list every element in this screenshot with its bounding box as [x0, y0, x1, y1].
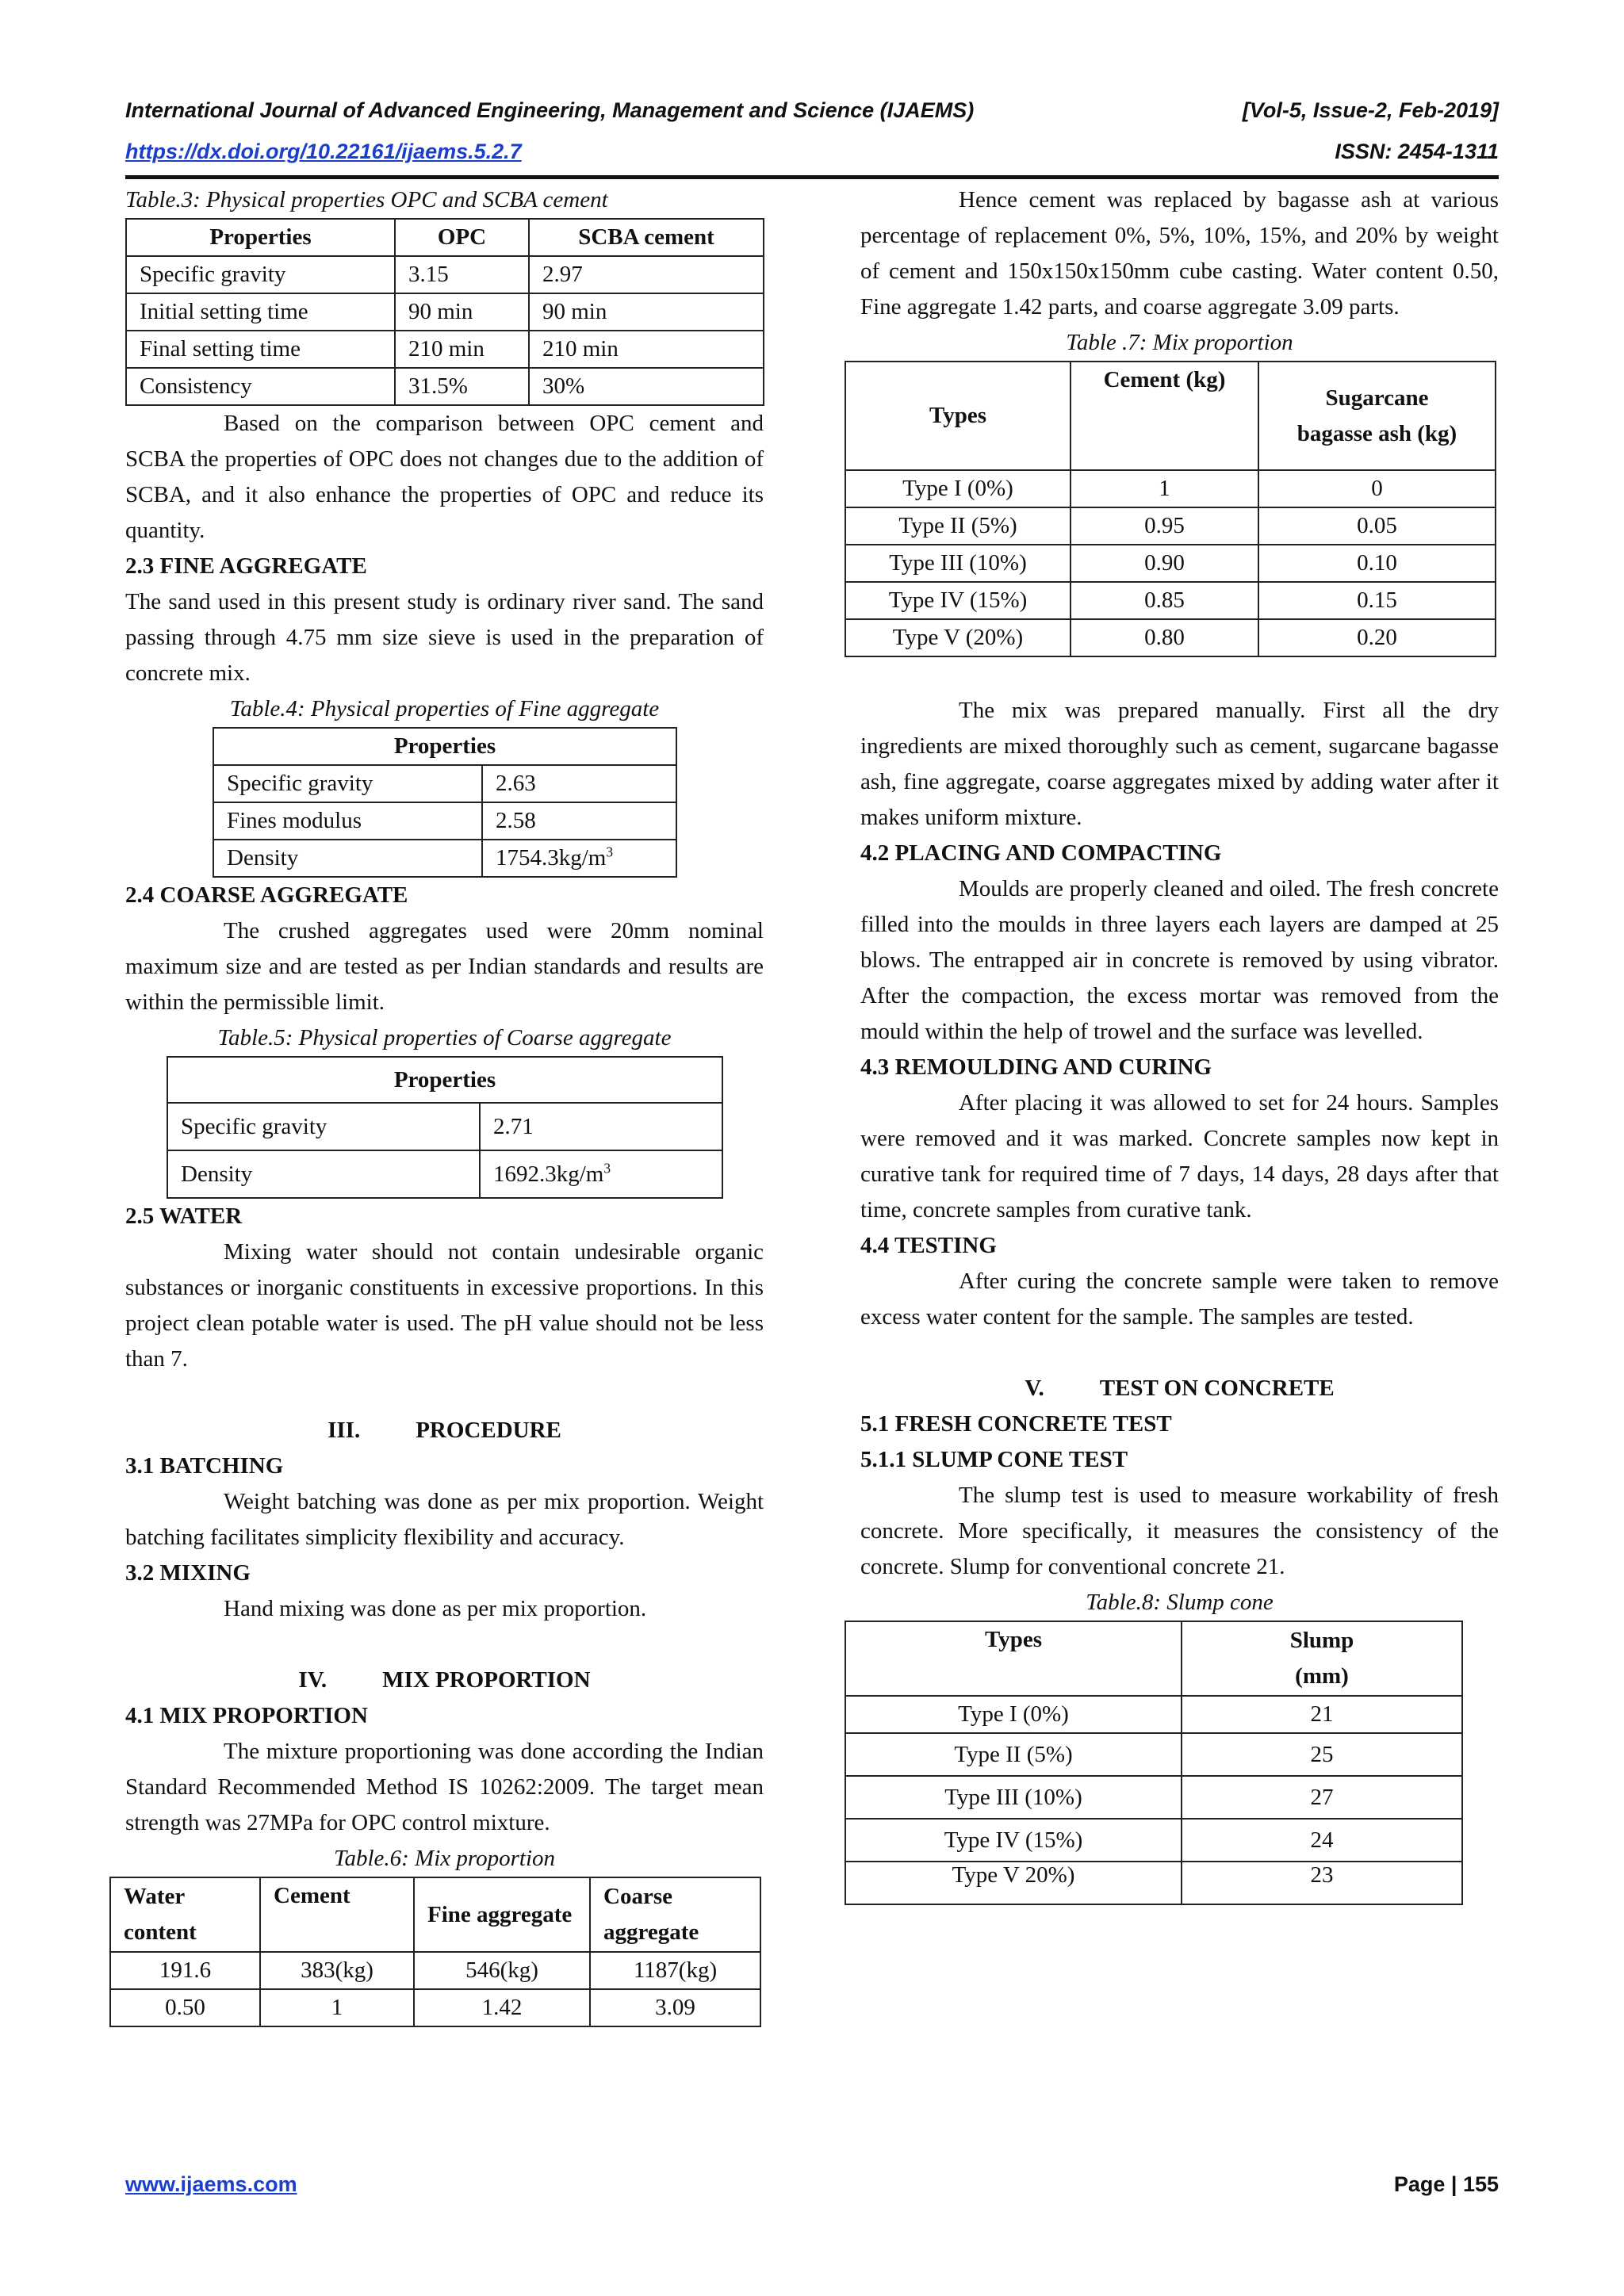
- table3-cell: Consistency: [126, 368, 395, 405]
- table3-header: OPC: [395, 219, 529, 256]
- table3-cell: 3.15: [395, 256, 529, 293]
- section-heading: 4.2 PLACING AND COMPACTING: [860, 840, 1222, 866]
- table4-caption: Table.4: Physical properties of Fine aggregate: [229, 696, 660, 721]
- table3: [125, 218, 764, 406]
- left-column: [125, 182, 764, 2027]
- table-row: [167, 1103, 722, 1150]
- table5: [167, 1056, 723, 1199]
- table3-cell: 90 min: [395, 293, 529, 331]
- table4-cell: 2.58: [482, 802, 676, 840]
- table6-cell: 1187(kg): [590, 1952, 760, 1989]
- table8-header: Slump (mm): [1182, 1621, 1462, 1696]
- section-heading: 3.1 BATCHING: [125, 1453, 284, 1479]
- paragraph: The mix was prepared manually. First all the dry ingredients are mixed thoroughly such as cement, sugarcane bagasse ash, fine aggregate, coarse aggregates mixed by adding water after it makes uniform mixture.: [860, 698, 1499, 830]
- table6-cell: 191.6: [110, 1952, 260, 1989]
- table3-header: SCBA cement: [529, 219, 764, 256]
- footer-site-link[interactable]: www.ijaems.com: [125, 2172, 297, 2196]
- table8-header: Types: [845, 1621, 1182, 1696]
- table7-cell: 0.20: [1258, 619, 1496, 656]
- doi-link[interactable]: https://dx.doi.org/10.22161/ijaems.5.2.7: [125, 140, 522, 163]
- table4-cell: Density: [213, 840, 482, 877]
- table-row: [213, 765, 676, 802]
- table3-cell: Initial setting time: [126, 293, 395, 331]
- table8-cell: Type III (10%): [845, 1776, 1182, 1819]
- table8-cell: Type I (0%): [845, 1696, 1182, 1733]
- table7-cell: Type IV (15%): [845, 582, 1071, 619]
- table5-cell: Specific gravity: [167, 1103, 480, 1150]
- paragraph: Hand mixing was done as per mix proportion.: [224, 1596, 647, 1621]
- table7-cell: Type III (10%): [845, 545, 1071, 582]
- table-row: [126, 331, 764, 368]
- table4-header: Properties: [213, 728, 676, 765]
- table-row: [845, 507, 1496, 545]
- paragraph: After placing it was allowed to set for 24 hours. Samples were removed and it was marked. Concrete samples now kept in curative tank for required time of 7 days, 14 days, 28 days after that time, concrete samples from curative tank.: [860, 1090, 1499, 1223]
- table6: [109, 1877, 761, 2027]
- table3-cell: 30%: [529, 368, 764, 405]
- table7-cell: 0.95: [1071, 507, 1258, 545]
- table-row: [126, 293, 764, 331]
- table3-caption: Table.3: Physical properties OPC and SCBA cement: [125, 187, 608, 212]
- table6-cell: 1: [260, 1989, 414, 2026]
- table-row: [845, 1733, 1462, 1776]
- section-heading: 4.4 TESTING: [860, 1233, 997, 1258]
- paragraph: Based on the comparison between OPC cement and SCBA the properties of OPC does not changes due to the addition of SCBA, and it also enhance the properties of OPC and reduce its quantity.: [125, 411, 764, 543]
- section-heading: 2.3 FINE AGGREGATE: [125, 553, 367, 579]
- table-row: [213, 802, 676, 840]
- issn: ISSN: 2454-1311: [1335, 140, 1499, 163]
- table-row: [845, 1696, 1462, 1733]
- page-number: Page | 155: [1393, 2172, 1499, 2196]
- table7-cell: 0.15: [1258, 582, 1496, 619]
- table7-cell: 0.85: [1071, 582, 1258, 619]
- table3-cell: Final setting time: [126, 331, 395, 368]
- section-heading: 4.3 REMOULDING AND CURING: [860, 1054, 1212, 1080]
- journal-title: International Journal of Advanced Engineering, Management and Science (IJAEMS): [125, 98, 975, 122]
- table4-cell: Specific gravity: [213, 765, 482, 802]
- table5-caption: Table.5: Physical properties of Coarse aggregate: [217, 1025, 672, 1050]
- chapter-heading: V. TEST ON CONCRETE: [1025, 1376, 1335, 1401]
- table7-header: Types: [845, 362, 1071, 470]
- paragraph: Hence cement was replaced by bagasse ash at various percentage of replacement 0%, 5%, 10%, 15%, and 20% by weight of cement and 150x150x150mm cube casting. Water content 0.50, Fine aggregate 1.42 parts, and coarse aggregate 3.09 parts.: [860, 187, 1499, 320]
- table-row: [213, 840, 676, 877]
- paragraph: Mixing water should not contain undesirable organic substances or inorganic constituents in excessive proportions. In this project clean potable water is used. The pH value should not be less than 7.: [125, 1239, 764, 1372]
- table7-cell: Type V (20%): [845, 619, 1071, 656]
- right-column: [860, 182, 1499, 1905]
- section-heading: 5.1 FRESH CONCRETE TEST: [860, 1411, 1172, 1437]
- table6-header: Cement: [260, 1877, 414, 1952]
- table4-cell: Fines modulus: [213, 802, 482, 840]
- table-row: [126, 368, 764, 405]
- table6-cell: 0.50: [110, 1989, 260, 2026]
- table6-cell: 3.09: [590, 1989, 760, 2026]
- paragraph: The slump test is used to measure workability of fresh concrete. More specifically, it measures the consistency of the concrete. Slump for conventional concrete 21.: [860, 1483, 1499, 1579]
- table8-cell: 25: [1182, 1733, 1462, 1776]
- table6-cell: 1.42: [414, 1989, 590, 2026]
- table8-cell: 27: [1182, 1776, 1462, 1819]
- table7-cell: 0.05: [1258, 507, 1496, 545]
- section-heading: 4.1 MIX PROPORTION: [125, 1703, 368, 1728]
- table7: [845, 361, 1496, 657]
- table6-cell: 383(kg): [260, 1952, 414, 1989]
- table6-caption: Table.6: Mix proportion: [334, 1846, 555, 1871]
- table3-cell: 31.5%: [395, 368, 529, 405]
- table8: [845, 1621, 1463, 1905]
- section-heading: 5.1.1 SLUMP CONE TEST: [860, 1447, 1128, 1472]
- paragraph: The crushed aggregates used were 20mm nominal maximum size and are tested as per Indian standards and results are within the permissible limit.: [125, 918, 764, 1015]
- section-heading: 3.2 MIXING: [125, 1560, 251, 1586]
- table7-caption: Table .7: Mix proportion: [1066, 330, 1293, 355]
- table3-cell: Specific gravity: [126, 256, 395, 293]
- volume-info: [Vol-5, Issue-2, Feb-2019]: [1242, 98, 1499, 122]
- table5-cell: Density: [167, 1150, 480, 1198]
- table3-cell: 210 min: [395, 331, 529, 368]
- table6-header: Coarse aggregate: [590, 1877, 760, 1952]
- table7-cell: 0.10: [1258, 545, 1496, 582]
- table-row: [845, 582, 1496, 619]
- chapter-heading: IV. MIX PROPORTION: [298, 1667, 591, 1693]
- table-row: [845, 545, 1496, 582]
- table6-header: Water content: [110, 1877, 260, 1952]
- table3-cell: 90 min: [529, 293, 764, 331]
- table4-cell: $1754.3kg/m^3$: [482, 840, 676, 877]
- table-row: [845, 470, 1496, 507]
- table5-cell: $1692.3kg/m^3$: [480, 1150, 722, 1198]
- table7-header: Sugarcane bagasse ash (kg): [1258, 362, 1496, 470]
- section-heading: 2.4 COARSE AGGREGATE: [125, 882, 408, 908]
- table4-cell: 2.63: [482, 765, 676, 802]
- table7-cell: 0: [1258, 470, 1496, 507]
- table3-cell: 210 min: [529, 331, 764, 368]
- paragraph: After curing the concrete sample were taken to remove excess water content for the sample. The samples are tested.: [860, 1269, 1499, 1330]
- table7-cell: 1: [1071, 470, 1258, 507]
- table7-cell: Type I (0%): [845, 470, 1071, 507]
- table5-header: Properties: [167, 1057, 722, 1103]
- paragraph: Moulds are properly cleaned and oiled. The fresh concrete filled into the moulds in three layers each layers are damped at 25 blows. The entrapped air in concrete is removed by using vibrator. After the compaction, the excess mortar was removed from the mould within the help of trowel and the surface was levelled.: [860, 876, 1499, 1044]
- section-heading: 2.5 WATER: [125, 1203, 243, 1229]
- table7-header: Cement (kg): [1071, 362, 1258, 470]
- table8-cell: Type IV (15%): [845, 1819, 1182, 1862]
- table8-caption: Table.8: Slump cone: [1086, 1590, 1274, 1615]
- paragraph: Weight batching was done as per mix proportion. Weight batching facilitates simplicity flexibility and accuracy.: [125, 1489, 764, 1550]
- header-rule: [125, 175, 1499, 179]
- paragraph: The sand used in this present study is ordinary river sand. The sand passing through 4.75 mm size sieve is used in the preparation of concrete mix.: [125, 589, 764, 686]
- table8-cell: 24: [1182, 1819, 1462, 1862]
- table8-cell: Type V 20%): [845, 1862, 1182, 1904]
- table6-header: Fine aggregate: [414, 1877, 590, 1952]
- table-row: [126, 256, 764, 293]
- table-row: [845, 1819, 1462, 1862]
- table3-header: Properties: [126, 219, 395, 256]
- table-row: [845, 1776, 1462, 1819]
- table7-cell: 0.90: [1071, 545, 1258, 582]
- table3-cell: 2.97: [529, 256, 764, 293]
- table6-cell: 546(kg): [414, 1952, 590, 1989]
- table8-cell: 21: [1182, 1696, 1462, 1733]
- table-row: [845, 619, 1496, 656]
- table-row: [167, 1150, 722, 1198]
- table5-cell: 2.71: [480, 1103, 722, 1150]
- chapter-heading: III. PROCEDURE: [327, 1418, 561, 1443]
- table-row: [110, 1952, 760, 1989]
- table8-cell: 23: [1182, 1862, 1462, 1904]
- table-row: [845, 1862, 1462, 1904]
- table8-cell: Type II (5%): [845, 1733, 1182, 1776]
- table7-cell: Type II (5%): [845, 507, 1071, 545]
- table7-cell: 0.80: [1071, 619, 1258, 656]
- paragraph: The mixture proportioning was done according the Indian Standard Recommended Method IS 10262:2009. The target mean strength was 27MPa for OPC control mixture.: [125, 1739, 764, 1835]
- table-row: [110, 1989, 760, 2026]
- table4: [213, 727, 677, 878]
